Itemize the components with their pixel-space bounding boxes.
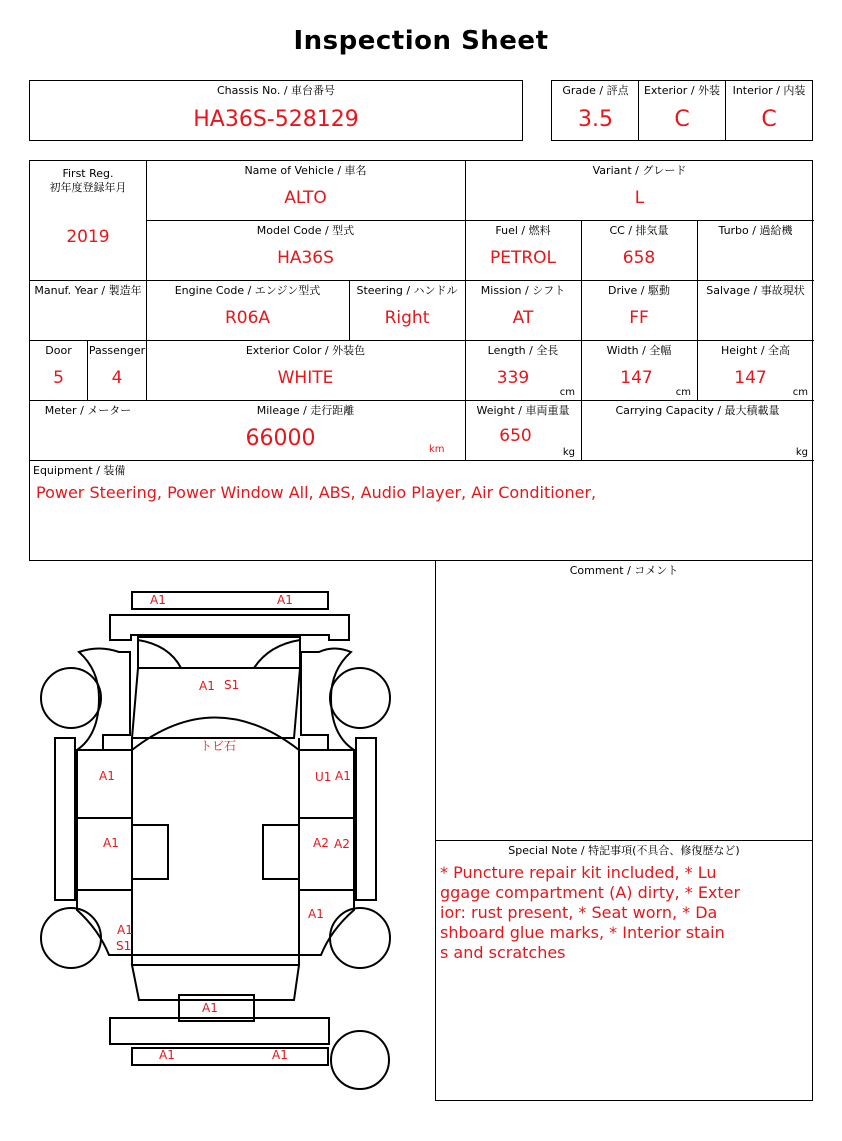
length-unit: cm xyxy=(559,387,575,398)
vehicle-name-cell xyxy=(146,161,465,220)
manuf-year-cell xyxy=(30,281,146,340)
rear-window xyxy=(132,955,299,965)
exterior-value: C xyxy=(674,107,690,132)
vehicle-name-label: Name of Vehicle / 車名 xyxy=(244,164,367,177)
comment-label: Comment / コメント xyxy=(569,564,679,577)
weight-cell xyxy=(465,401,581,460)
hood-arc-right xyxy=(254,640,300,668)
salvage-cell xyxy=(697,281,814,340)
spare-wheel-icon xyxy=(331,1031,389,1089)
carrying-label: Carrying Capacity / 最大積載量 xyxy=(615,404,780,417)
cc-label: CC / 排気量 xyxy=(609,224,669,237)
first-reg-label-jp: 初年度登録年月 xyxy=(49,181,127,194)
chassis-value: HA36S-528129 xyxy=(193,107,359,132)
equipment-label: Equipment / 装備 xyxy=(33,464,126,477)
mark-left-rear-door: A1 xyxy=(103,836,119,850)
hood-arc-left xyxy=(138,640,181,668)
drive-value: FF xyxy=(629,308,649,328)
variant-cell xyxy=(465,161,814,220)
drive-cell xyxy=(581,281,697,340)
height-value: 147 xyxy=(734,368,767,388)
variant-value: L xyxy=(634,188,645,208)
exterior-label: Exterior / 外装 xyxy=(643,84,721,97)
chassis-box xyxy=(29,80,523,141)
length-value: 339 xyxy=(496,368,530,388)
mark-hood-a: A1 xyxy=(199,679,215,693)
first-reg-label: First Reg. xyxy=(62,167,114,180)
exterior-cell xyxy=(639,81,725,140)
left-rocker xyxy=(55,738,75,900)
special-note-line: ggage compartment (A) dirty, * Exter xyxy=(440,883,741,902)
mark-rear-bumper-left: A1 xyxy=(159,1048,175,1062)
ext-color-cell xyxy=(146,341,465,400)
interior-cell xyxy=(726,81,812,140)
mileage-cell xyxy=(146,401,465,460)
mileage-label: Mileage / 走行距離 xyxy=(256,404,355,417)
mark-rear-bumper-right: A1 xyxy=(272,1048,288,1062)
mileage-unit: km xyxy=(429,444,445,455)
door-label: Door xyxy=(45,344,72,357)
grade-label: Grade / 評点 xyxy=(562,84,629,97)
chassis-label: Chassis No. / 車台番号 xyxy=(216,84,336,97)
mark-right-rear-door-2: A2 xyxy=(334,837,350,851)
length-label: Length / 全長 xyxy=(487,344,559,357)
right-front-fender xyxy=(301,649,354,751)
turbo-cell xyxy=(697,221,814,280)
comment-box xyxy=(435,560,813,1101)
body-outline xyxy=(132,738,299,955)
grade-value: 3.5 xyxy=(578,107,613,132)
special-note-line: shboard glue marks, * Interior stain xyxy=(440,923,725,942)
mark-front-bumper-left: A1 xyxy=(150,593,166,607)
right-front-door xyxy=(299,750,354,818)
fuel-cell xyxy=(465,221,581,280)
left-front-window xyxy=(132,825,168,879)
manuf-year-label: Manuf. Year / 製造年 xyxy=(34,284,142,297)
steering-label: Steering / ハンドル xyxy=(356,284,458,297)
model-code-cell xyxy=(146,221,465,280)
variant-label: Variant / グレード xyxy=(592,164,687,177)
right-rear-fender xyxy=(299,890,354,955)
ext-color-label: Exterior Color / 外装色 xyxy=(245,344,366,357)
engine-code-cell xyxy=(146,281,349,340)
mark-trunk: A1 xyxy=(202,1001,218,1015)
wheel-front-right-icon xyxy=(330,668,390,728)
right-front-window xyxy=(263,825,299,879)
engine-code-value: R06A xyxy=(224,308,271,328)
mark-right-front-door-a: A1 xyxy=(335,769,351,783)
mark-left-rear-fender-s: S1 xyxy=(116,939,132,953)
car-damage-diagram xyxy=(29,560,435,1101)
page-title: Inspection Sheet xyxy=(293,26,549,56)
mark-front-bumper-right: A1 xyxy=(277,593,293,607)
turbo-label: Turbo / 過給機 xyxy=(718,224,793,237)
left-front-fender xyxy=(77,649,130,751)
left-front-door xyxy=(77,750,132,818)
interior-label: Interior / 内装 xyxy=(732,84,806,97)
drive-label: Drive / 駆動 xyxy=(607,284,671,297)
vehicle-info-table xyxy=(29,160,813,561)
weight-value: 650 xyxy=(499,426,532,446)
passenger-value: 4 xyxy=(111,368,123,388)
meter-label: Meter / メーター xyxy=(44,404,132,417)
equipment-value: Power Steering, Power Window All, ABS, Audio Player, Air Conditioner, xyxy=(36,483,597,502)
mark-left-rear-fender-a: A1 xyxy=(117,923,133,937)
wheel-rear-right-icon xyxy=(330,908,390,968)
engine-code-label: Engine Code / エンジン型式 xyxy=(174,284,321,297)
first-reg-cell xyxy=(30,161,146,280)
cc-cell xyxy=(581,221,697,280)
special-note-line: ior: rust present, * Seat worn, * Da xyxy=(440,903,718,922)
special-note-label: Special Note / 特記事項(不具合、修復歴など) xyxy=(508,844,740,857)
wheel-rear-left-icon xyxy=(41,908,101,968)
height-unit: cm xyxy=(792,387,808,398)
mark-roof: トビ石 xyxy=(200,739,237,753)
width-cell xyxy=(581,341,697,400)
wheel-front-left-icon xyxy=(41,668,101,728)
mark-hood-s: S1 xyxy=(224,678,240,692)
equipment-cell xyxy=(30,461,814,561)
special-note-line: s and scratches xyxy=(440,943,566,962)
right-rear-door xyxy=(299,818,354,890)
grade-box xyxy=(551,80,813,141)
width-label: Width / 全幅 xyxy=(606,344,672,357)
steering-value: Right xyxy=(384,308,430,328)
ext-color-value: WHITE xyxy=(277,368,334,388)
mark-right-front-door-u: U1 xyxy=(315,770,332,784)
right-rocker xyxy=(356,738,376,900)
width-value: 147 xyxy=(620,368,653,388)
windshield-frame xyxy=(138,637,300,668)
mission-label: Mission / シフト xyxy=(480,284,566,297)
fuel-label: Fuel / 燃料 xyxy=(495,224,551,237)
fuel-value: PETROL xyxy=(489,248,557,268)
special-note-line: * Puncture repair kit included, * Lu xyxy=(440,863,717,882)
mission-value: AT xyxy=(512,308,534,328)
model-code-value: HA36S xyxy=(277,248,334,268)
height-cell xyxy=(697,341,814,400)
width-unit: cm xyxy=(675,387,691,398)
passenger-label: Passenger xyxy=(88,344,146,357)
carrying-unit: kg xyxy=(795,447,808,458)
model-code-label: Model Code / 型式 xyxy=(256,224,355,237)
special-note-text xyxy=(440,863,770,963)
special-note-cell xyxy=(436,841,812,1100)
mileage-value: 66000 xyxy=(245,426,316,451)
height-label: Height / 全高 xyxy=(720,344,791,357)
first-reg-value: 2019 xyxy=(66,227,110,247)
salvage-label: Salvage / 事故現状 xyxy=(706,284,805,297)
mission-cell xyxy=(465,281,581,340)
grade-cell xyxy=(552,81,639,140)
interior-value: C xyxy=(761,107,777,132)
mark-right-rear-door-1: A2 xyxy=(313,836,329,850)
vehicle-name-value: ALTO xyxy=(284,188,327,208)
door-value: 5 xyxy=(53,368,64,388)
steering-cell xyxy=(349,281,465,340)
mark-left-front-door: A1 xyxy=(99,769,115,783)
passenger-cell xyxy=(88,341,146,400)
door-cell xyxy=(30,341,87,400)
carrying-cell xyxy=(581,401,814,460)
weight-label: Weight / 車両重量 xyxy=(476,404,570,417)
cc-value: 658 xyxy=(622,248,656,268)
mark-right-rear-fender: A1 xyxy=(308,907,324,921)
length-cell xyxy=(465,341,581,400)
hood xyxy=(132,668,300,738)
weight-unit: kg xyxy=(562,447,575,458)
left-rear-door xyxy=(77,818,132,890)
